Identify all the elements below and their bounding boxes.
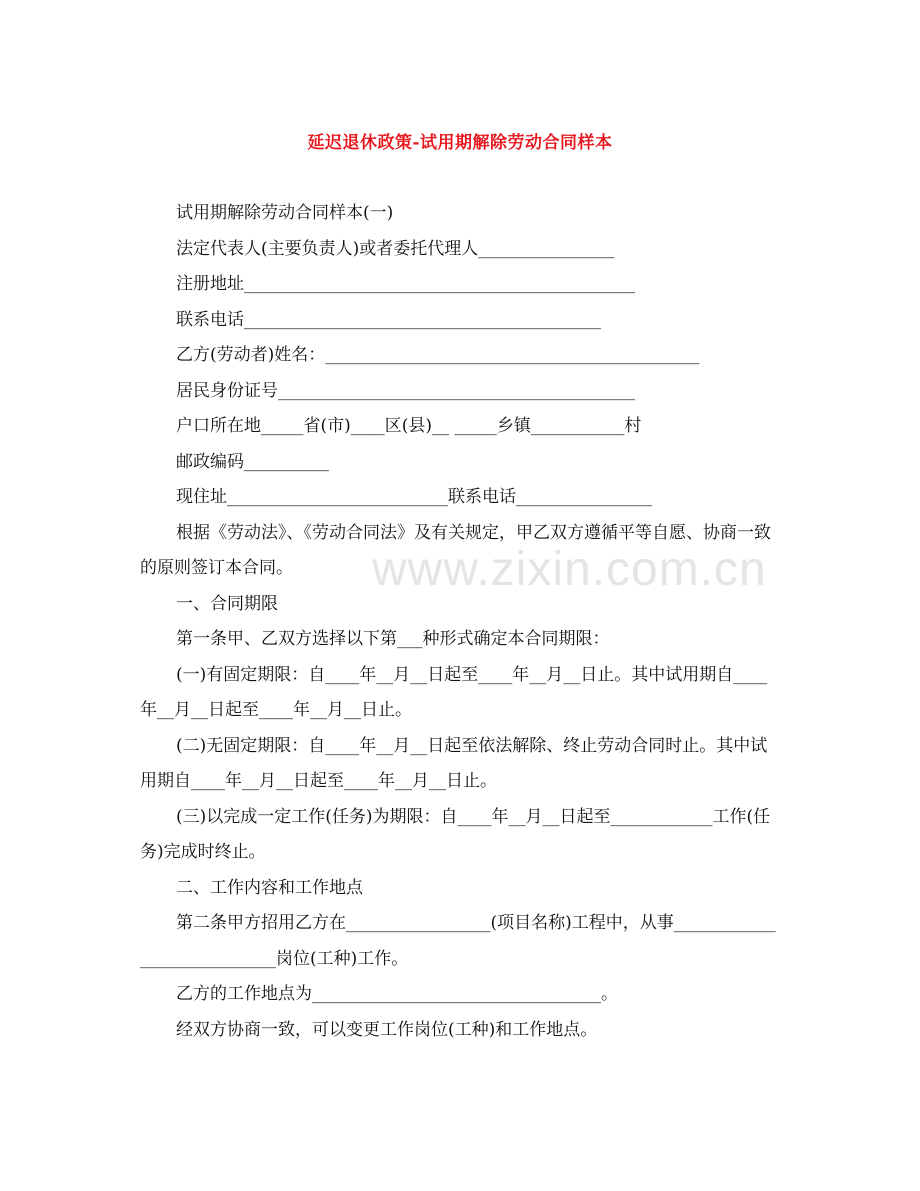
paragraph-open-term: (二)无固定期限：自____年__月__日起至依法解除、终止劳动合同时止。其中试用期自____年__月__日起至____年__月__日止。 bbox=[140, 735, 768, 791]
paragraph-heading: 试用期解除劳动合同样本(一) bbox=[176, 203, 394, 223]
paragraph-article-2: 第二条甲方招用乙方在_________________(项目名称)工程中，从事____________________________岗位(工种)工作。 bbox=[140, 913, 776, 969]
paragraph-article-1: 第一条甲、乙双方选择以下第___种形式确定本合同期限： bbox=[176, 629, 610, 649]
paragraph-fixed-term: (一)有固定期限：自____年__月__日起至____年__月__日止。其中试用期自____年__月__日起至____年__月__日止。 bbox=[140, 664, 768, 720]
document-title: 延迟退休政策-试用期解除劳动合同样本 bbox=[307, 133, 613, 153]
paragraph-id-number: 居民身份证号__________________________________________ bbox=[176, 380, 635, 401]
watermark: www.zixin.com.cn bbox=[372, 543, 767, 596]
paragraph-household-registration: 户口所在地_____省(市)____区(县)__ _____乡镇___________村 bbox=[176, 416, 642, 436]
paragraph-contact-phone: 联系电话__________________________________________ bbox=[176, 309, 601, 330]
paragraph-task-term: (三)以完成一定工作(任务)为期限：自____年__月__日起至____________工作(任务)完成时终止。 bbox=[140, 806, 771, 862]
paragraph-current-address: 现住址__________________________联系电话________________ bbox=[176, 487, 652, 507]
paragraph-legal-representative: 法定代表人(主要负责人)或者委托代理人________________ bbox=[176, 238, 615, 259]
section-heading-work-content: 二、工作内容和工作地点 bbox=[176, 877, 363, 898]
paragraph-employee-name: 乙方(劳动者)姓名：____________________________________________ bbox=[176, 345, 700, 365]
paragraph-work-location: 乙方的工作地点为__________________________________。 bbox=[176, 984, 618, 1004]
section-heading-contract-term: 一、合同期限 bbox=[176, 593, 278, 614]
document-body bbox=[140, 196, 780, 1048]
paragraph-preamble: 根据《劳动法》、《劳动合同法》及有关规定，甲乙双方遵循平等自愿、协商一致的原则签订本合同。 bbox=[140, 522, 771, 578]
paragraph-registered-address: 注册地址______________________________________________ bbox=[176, 274, 635, 294]
paragraph-change-agreement: 经双方协商一致，可以变更工作岗位(工种)和工作地点。 bbox=[176, 1019, 598, 1040]
paragraph-postal-code: 邮政编码__________ bbox=[176, 451, 329, 472]
